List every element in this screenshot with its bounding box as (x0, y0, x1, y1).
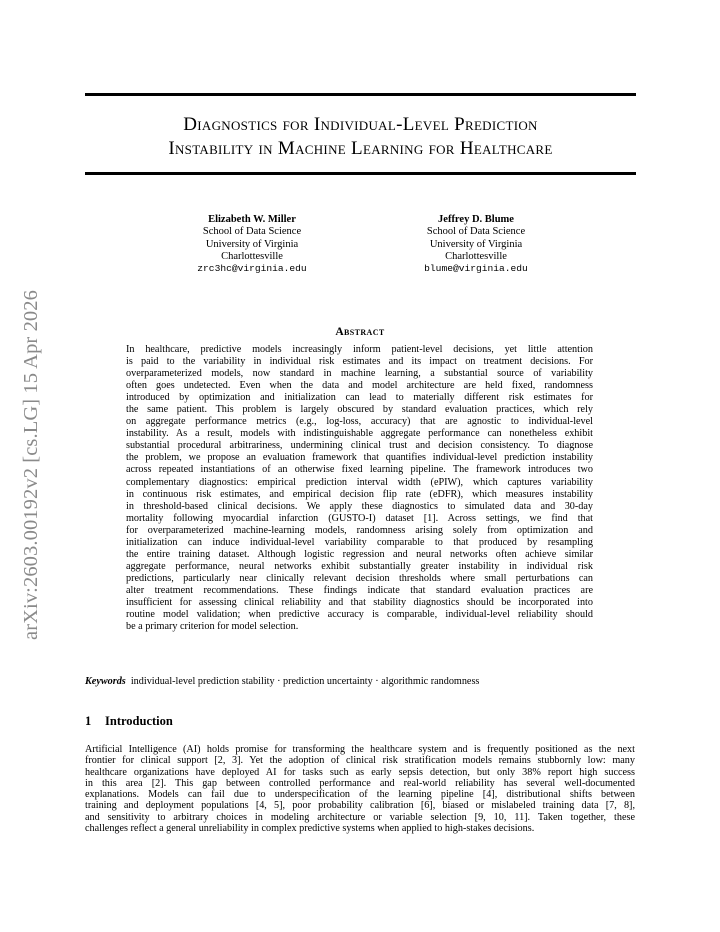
abstract-heading: Abstract (335, 326, 385, 338)
text-line: healthcare organizations have deployed AI for tasks such as early sepsis detection, but only 38% report high success (85, 766, 635, 778)
text-line: insufficient for assessing clinical reliability and that stability diagnostics should be incorporated into (126, 596, 593, 608)
text-line: overparameterized models, now standard in machine learning, a substantial source of variability (126, 368, 593, 380)
keywords-text: individual-level prediction stability · prediction uncertainty · algorithmic randomness (130, 676, 480, 687)
title-line: Diagnostics for Individual-Level Prediction (183, 114, 538, 135)
text-line: predictions, particularly near clinically relevant decision thresholds where small perturbations can (126, 572, 593, 584)
author-university: University of Virginia (205, 238, 299, 250)
author-city: Charlottesville (445, 250, 507, 262)
text-line: frontier for clinical support [2, 3]. Yet the adoption of clinical risk stratification models remains stubbornly low: many (85, 755, 635, 767)
author-department: School of Data Science (426, 226, 526, 238)
text-line: Artificial Intelligence (AI) holds promise for transforming the healthcare system and is frequently positioned as the next (85, 744, 635, 755)
text-line: alter treatment recommendations. These findings indicate that standard evaluation practices are (126, 584, 593, 596)
text-line: across repeated instantiations of an otherwise fixed learning pipeline. The framework introduces two (126, 464, 593, 476)
text-line: for overparameterized machine-learning models, randomness arising solely from optimization and (126, 524, 593, 536)
author-block-1 (142, 214, 362, 275)
keywords (85, 676, 479, 687)
title-line: Instability in Machine Learning for Healthcare (168, 138, 553, 159)
text-line: the entire training dataset. Although logistic regression and neural networks often achieve similar (126, 548, 593, 560)
text-line: and sensitivity to arbitrary choices in modeling architecture or variable selection [9, 10, 11]. Taken together, these (85, 811, 635, 823)
paper-title (85, 113, 636, 161)
author-university: University of Virginia (429, 238, 523, 250)
arxiv-identifier: arXiv:2603.00192v2 [cs.LG] 15 Apr 2026 (20, 290, 42, 640)
author-name: Elizabeth W. Miller (208, 214, 296, 225)
author-city: Charlottesville (221, 250, 283, 262)
text-line: be a primary criterion for model selection. (126, 621, 299, 633)
text-line: on aggregate performance metrics (e.g., log-loss, accuracy) that are agnostic to individual-level (126, 416, 593, 428)
title-top-rule (85, 93, 636, 96)
text-line: routine model validation; when predictive accuracy is comparable, individual-level reliability should (126, 609, 593, 621)
author-name: Jeffrey D. Blume (438, 214, 514, 225)
text-line: aggregate performance, neural networks exhibit substantially greater instability in individual risk (126, 560, 593, 572)
text-line: substantial procedural arbitrariness, undermining clinical trust and decision consistency. To diagnose (126, 440, 593, 452)
text-line: training and deployment populations [4, 5], poor probability calibration [6], biased or mislabeled training data [7, 8], (85, 800, 635, 812)
text-line: In healthcare, predictive models increasingly inform patient-level decisions, yet little attention (126, 344, 593, 355)
section-number: 1 (85, 714, 92, 728)
text-line: explanations. Models can fail due to underspecification of the learning pipeline [4], distributional shifts between (85, 789, 635, 801)
text-line: introduced by optimization and initialization can lead to materially different risk estimates for (126, 392, 593, 404)
text-line: is paid to the variability in individual risk estimates and its impact on treatment decisions. For (126, 356, 593, 368)
section-title: Introduction (105, 714, 173, 728)
text-line: often goes undetected. Even when the data and model architecture are held fixed, randomness (126, 380, 593, 392)
text-line: instability. As a result, models with indistinguishable aggregate performance can nonetheless exhibit (126, 428, 593, 440)
introduction-body (85, 744, 635, 834)
text-line: complementary diagnostics: empirical prediction interval width (ePIW), which captures variability (126, 476, 593, 488)
text-line: in this area [2]. This gap between controlled performance and real-world reliability has several well-documented (85, 777, 635, 789)
author-email[interactable]: zrc3hc@virginia.edu (197, 263, 307, 275)
author-block-2 (366, 214, 586, 275)
author-department: School of Data Science (202, 226, 302, 238)
text-line: the same patient. This problem is largely obscured by standard evaluation practices, which rely (126, 404, 593, 416)
text-line: mortality following myocardial infarction (GUSTO-I) dataset [1]. Across settings, we find that (126, 512, 593, 524)
text-line: challenges reflect a general unreliability in complex predictive systems when applied to high-stakes decisions. (85, 823, 535, 835)
title-bottom-rule (85, 172, 636, 175)
author-email[interactable]: blume@virginia.edu (424, 263, 528, 275)
text-line: initialization can induce individual-level variability comparable to that produced by resampling (126, 536, 593, 548)
section-heading (85, 714, 173, 729)
keywords-label: Keywords (85, 676, 126, 687)
text-line: in continuous risk estimates, and empirical decision flip rate (eDFR), which measures instability (126, 488, 593, 500)
text-line: the problem, we propose an evaluation framework that quantifies individual-level prediction instability (126, 452, 593, 464)
text-line: in threshold-based clinical decisions. We apply these diagnostics to simulated data and 30-day (126, 500, 593, 512)
abstract-body (126, 344, 593, 633)
